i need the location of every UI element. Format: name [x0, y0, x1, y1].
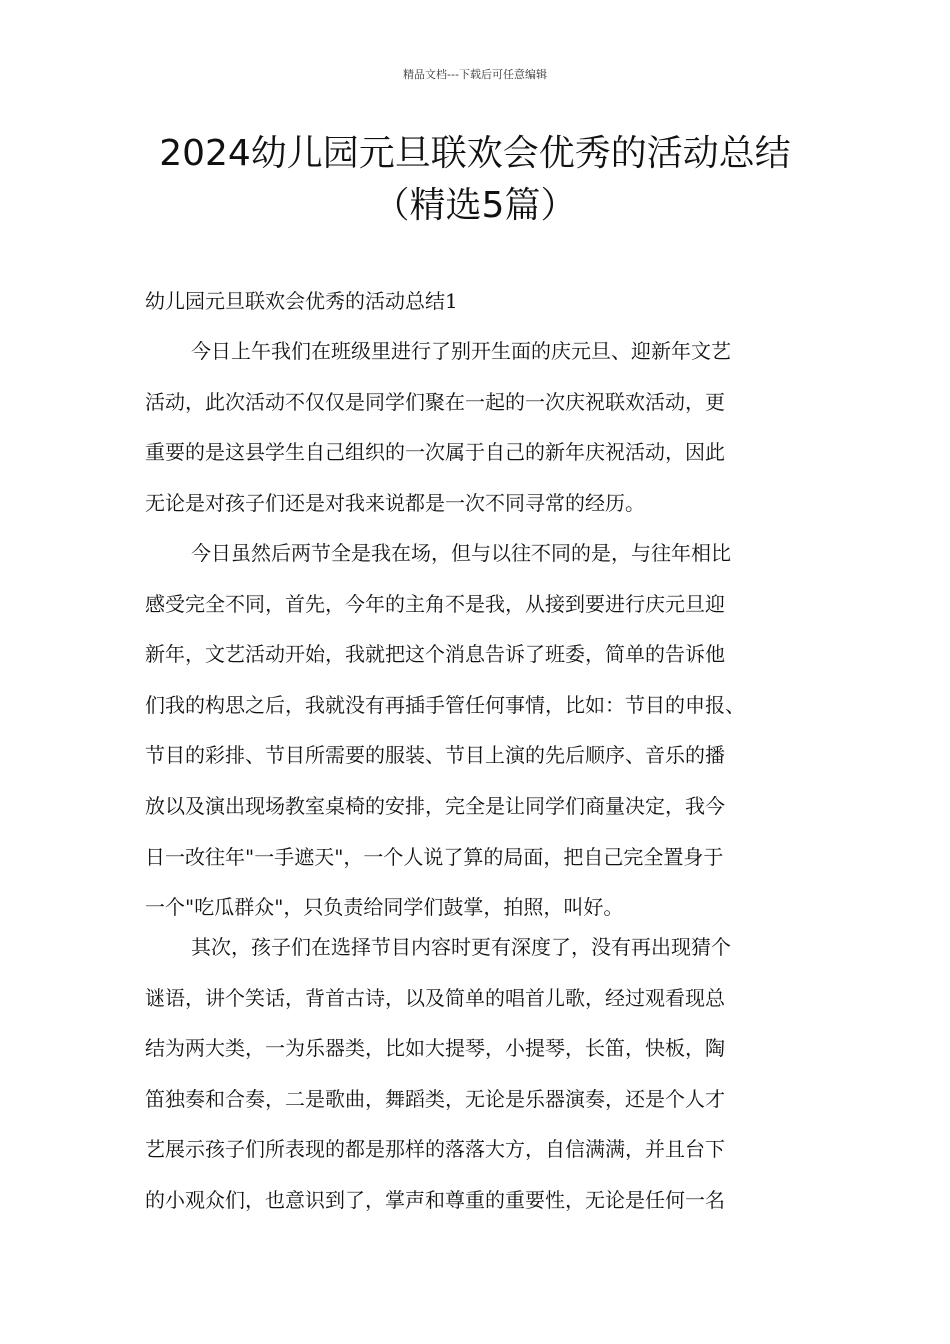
paragraph-3 — [145, 922, 815, 1226]
paragraph-line: 其次，孩子们在选择节目内容时更有深度了，没有再出现猜个 — [191, 935, 731, 959]
paragraph-line: 谜语，讲个笑话，背首古诗，以及简单的唱首儿歌，经过观看现总 — [145, 985, 725, 1010]
paragraph-line: 放以及演出现场教室桌椅的安排，完全是让同学们商量决定，我今 — [145, 793, 725, 818]
paragraph-line: 今日上午我们在班级里进行了别开生面的庆元旦、迎新年文艺 — [191, 339, 731, 363]
paragraph-line: 艺展示孩子们所表现的都是那样的落落大方，自信满满，并且台下 — [145, 1137, 725, 1162]
paragraph-line: 的小观众们，也意识到了，掌声和尊重的重要性，无论是任何一名 — [145, 1187, 725, 1212]
paragraph-line: 重要的是这县学生自己组织的一次属于自己的新年庆祝活动，因此 — [145, 440, 725, 465]
paragraph-line: 活动，此次活动不仅仅是同学们聚在一起的一次庆祝联欢活动，更 — [145, 389, 725, 414]
paragraph-line: 日一改往年"一手遮天"，一个人说了算的局面，把自己完全置身于 — [145, 844, 724, 869]
paragraph-2 — [145, 528, 815, 933]
paragraph-line: 节目的彩排、节目所需要的服装、节目上演的先后顺序、音乐的播 — [145, 743, 725, 768]
section-heading: 幼儿园元旦联欢会优秀的活动总结1 — [145, 289, 458, 313]
title-line-2: （精选5篇） — [373, 185, 577, 226]
paragraph-line: 无论是对孩子们还是对我来说都是一次不同寻常的经历。 — [145, 490, 645, 515]
page-header-note: 精品文档---下载后可任意编辑 — [403, 68, 547, 81]
title-line-1: 2024幼儿园元旦联欢会优秀的活动总结 — [159, 133, 791, 174]
paragraph-line: 新年，文艺活动开始，我就把这个消息告诉了班委，简单的告诉他 — [145, 642, 725, 667]
paragraph-line: 们我的构思之后，我就没有再插手管任何事情，比如：节目的申报、 — [145, 692, 745, 717]
paragraph-1 — [145, 326, 815, 528]
paragraph-line: 今日虽然后两节全是我在场，但与以往不同的是，与往年相比 — [191, 541, 731, 565]
paragraph-line: 感受完全不同，首先，今年的主角不是我，从接到要进行庆元旦迎 — [145, 591, 725, 616]
paragraph-line: 笛独奏和合奏，二是歌曲，舞蹈类，无论是乐器演奏，还是个人才 — [145, 1086, 725, 1111]
document-title — [0, 128, 950, 232]
paragraph-line: 结为两大类，一为乐器类，比如大提琴，小提琴，长笛，快板，陶 — [145, 1036, 725, 1061]
paragraph-line: 一个"吃瓜群众"，只负责给同学们鼓掌，拍照，叫好。 — [145, 895, 624, 920]
